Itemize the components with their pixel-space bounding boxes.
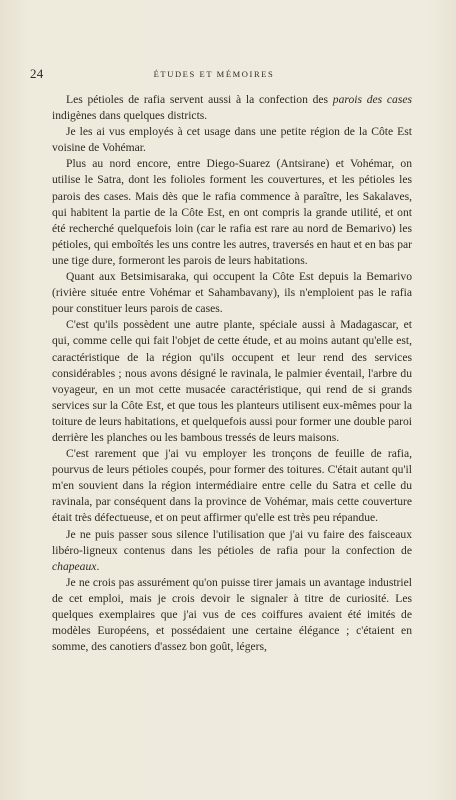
page-header (30, 66, 398, 82)
italic-text: chapeaux (52, 559, 97, 573)
text-run: C'est qu'ils possèdent une autre plante, spéciale aussi à Madagascar, et qui, comme celle qui fait l'objet de cette étude, et au moins autant qu'elle est, caractéristique de la région qu'ils occupent et leur rend des services considérables ; nous avons désigné le ravinala, le palmier éventail, l'arbre du voyageur, en un mot cette musacée caractéristique, qui rend de si grands services sur la Côte Est, et que tous les planteurs utilisent eux-mêmes pour la toiture de leurs habitations, et quelquefois aussi pour former une double paroi derrière les planches ou les bambous tressés de leurs maisons. (52, 318, 412, 444)
text-run: C'est rarement que j'ai vu employer les tronçons de feuille de rafia, pourvus de leurs pétioles coupés, pour former des toitures. C'était autant qu'il m'en souvient dans la région intermédiaire entre celle du Satra et celle du ravinala, par conséquent dans la province de Vohémar, mais cette couverture était très défectueuse, et on peut affirmer qu'elle est très peu répandue. (52, 447, 412, 525)
text-run: Plus au nord encore, entre Diego-Suarez (Antsirane) et Vohémar, on utilise le Satra, dont les folioles forment les couvertures, et les pétioles les parois des cases. Mais dès que le rafia commence à paraître, les Sakalaves, qui habitent la partie de la Côte Est, en ont compris la grande utilité, et ont été recherché quelquefois loin (car le rafia est rare au nord de Bemarivo) les pétioles, qui emboîtés les uns contre les autres, traversés en haut et en bas par une tige dure, formeront les parois de leurs habitations. (52, 157, 412, 267)
text-run: Quant aux Betsimisaraka, qui occupent la Côte Est depuis la Bemarivo (rivière située entre Vohémar et Sahambavany), ils n'emploient pas le rafia pour constituer leurs parois de cases. (52, 270, 412, 316)
paragraph (52, 156, 412, 269)
running-head: ÉTUDES ET MÉMOIRES (153, 69, 275, 79)
paragraph (52, 317, 412, 446)
paragraph (52, 124, 412, 156)
paragraph (52, 575, 412, 655)
text-run: Je ne crois pas assurément qu'on puisse tirer jamais un avantage industriel de cet emploi, mais je crois devoir le signaler à titre de curiosité. Les quelques exemplaires que j'ai vus de ces coiffures avaient été imités de modèles Européens, et possédaient une certaine élégance ; c'étaient en somme, des canotiers d'assez bon goût, légers, (52, 575, 412, 654)
paragraph (52, 446, 412, 526)
text-run: Je ne puis passer sous silence l'utilisation que j'ai vu faire des faisceaux libéro-ligneux contenus dans les pétioles de rafia pour la confection de (52, 527, 412, 557)
paragraph (52, 92, 412, 124)
page-number: 24 (30, 66, 44, 81)
text-run: . (96, 559, 100, 573)
italic-text: parois des cases (332, 93, 412, 106)
text-run: Je les ai vus employés à cet usage dans une petite région de la Côte Est voisine de Vohémar. (52, 125, 412, 155)
paragraph (52, 527, 412, 575)
body-text (52, 92, 412, 655)
text-run: indigènes dans quelques districts. (52, 109, 208, 123)
paragraph (52, 269, 412, 317)
text-run: Les pétioles de rafia servent aussi à la confection des (66, 93, 333, 106)
